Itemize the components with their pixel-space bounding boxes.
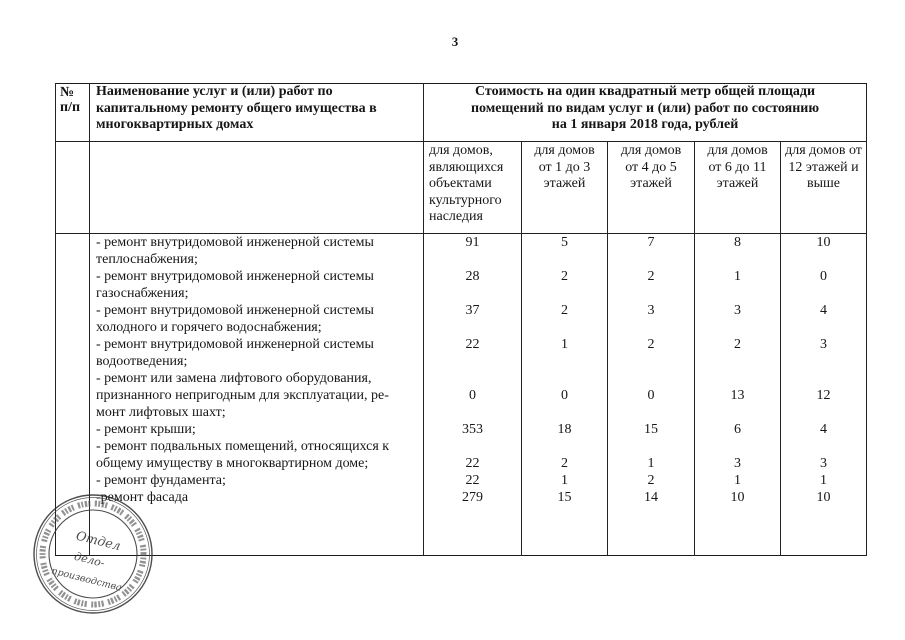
service-name: - ремонт фундамента; [90, 472, 424, 489]
cost-floors-4-5: 2 [608, 268, 695, 302]
row-number-cell [56, 438, 90, 472]
cost-floors-6-11: 2 [695, 336, 781, 370]
cost-floors-6-11: 13 [695, 370, 781, 421]
cost-floors-6-11: 3 [695, 302, 781, 336]
row-number-cell [56, 302, 90, 336]
service-name: -ремонт фасада [90, 489, 424, 506]
row-number-cell [56, 234, 90, 269]
service-name: - ремонт подвальных помещений, относящихся к общему имуществу в многоквартирном доме; [90, 438, 424, 472]
subheader-name-empty [90, 142, 424, 234]
row-number-cell [56, 421, 90, 438]
cost-floors-4-5: 2 [608, 472, 695, 489]
stamp-text-line: дело- [72, 549, 107, 570]
service-row [56, 421, 867, 438]
cost-heritage: 279 [424, 489, 522, 506]
service-row [56, 472, 867, 489]
service-row [56, 438, 867, 472]
service-name: - ремонт внутридомовой инженерной системы теплоснабжения; [90, 234, 424, 269]
row-number-cell [56, 336, 90, 370]
cost-floors-1-3: 2 [522, 438, 608, 472]
service-row [56, 234, 867, 269]
stamp-text-line: Отдел [74, 527, 123, 554]
table-header-row [56, 84, 867, 142]
cost-floors-6-11: 1 [695, 472, 781, 489]
cost-heritage: 22 [424, 438, 522, 472]
cost-floors-4-5: 7 [608, 234, 695, 269]
cost-heritage: 353 [424, 421, 522, 438]
official-stamp [31, 492, 155, 616]
subheader-floors-1-3: для домов от 1 до 3 этажей [522, 142, 608, 234]
cost-floors-6-11: 1 [695, 268, 781, 302]
cost-floors-4-5: 2 [608, 336, 695, 370]
header-service-name: Наименование услуг и (или) работ по капитальному ремонту общего имущества в многоквартирных домах [90, 84, 424, 142]
cost-floors-12-plus: 4 [781, 302, 867, 336]
cost-table [55, 83, 867, 556]
header-number: № п/п [56, 84, 90, 142]
cost-floors-12-plus: 3 [781, 336, 867, 370]
cost-floors-4-5: 1 [608, 438, 695, 472]
cost-heritage: 91 [424, 234, 522, 269]
cost-heritage: 37 [424, 302, 522, 336]
cost-floors-6-11: 8 [695, 234, 781, 269]
header-cost: Стоимость на один квадратный метр общей площади помещений по видам услуг и (или) работ по состоянию на 1 января 2018 года, рублей [424, 84, 867, 142]
service-row [56, 370, 867, 421]
cost-floors-4-5: 14 [608, 489, 695, 506]
cost-floors-4-5: 3 [608, 302, 695, 336]
row-number-cell [56, 268, 90, 302]
cost-floors-12-plus: 0 [781, 268, 867, 302]
service-row [56, 268, 867, 302]
cost-floors-12-plus: 3 [781, 438, 867, 472]
service-name: - ремонт крыши; [90, 421, 424, 438]
page-number: 3 [451, 34, 459, 49]
cost-floors-1-3: 18 [522, 421, 608, 438]
service-row [56, 336, 867, 370]
subheader-floors-6-11: для домов от 6 до 11 этажей [695, 142, 781, 234]
subheader-heritage: для домов, являющихся объектами культурного наследия [424, 142, 522, 234]
subheader-number-empty [56, 142, 90, 234]
service-name: - ремонт внутридомовой инженерной системы холодного и горячего водоснабжения; [90, 302, 424, 336]
subheader-floors-4-5: для домов от 4 до 5 этажей [608, 142, 695, 234]
cost-floors-6-11: 10 [695, 489, 781, 506]
cost-floors-4-5: 15 [608, 421, 695, 438]
service-name: - ремонт внутридомовой инженерной системы газоснабжения; [90, 268, 424, 302]
cost-floors-1-3: 2 [522, 302, 608, 336]
cost-heritage: 22 [424, 472, 522, 489]
row-number-cell [56, 472, 90, 489]
cost-floors-6-11: 3 [695, 438, 781, 472]
cost-heritage: 0 [424, 370, 522, 421]
table-empty-space [56, 506, 867, 556]
cost-floors-12-plus: 4 [781, 421, 867, 438]
service-row [56, 489, 867, 506]
cost-floors-1-3: 1 [522, 472, 608, 489]
service-name: - ремонт внутридомовой инженерной системы водоотведения; [90, 336, 424, 370]
service-row [56, 302, 867, 336]
subheader-floors-12-plus: для домов от 12 этажей и выше [781, 142, 867, 234]
table-subheader-row [56, 142, 867, 234]
cost-floors-12-plus: 10 [781, 234, 867, 269]
cost-floors-4-5: 0 [608, 370, 695, 421]
cost-floors-1-3: 15 [522, 489, 608, 506]
cost-floors-1-3: 0 [522, 370, 608, 421]
cost-heritage: 28 [424, 268, 522, 302]
row-number-cell [56, 370, 90, 421]
stamp-text-line: производства [50, 565, 123, 594]
cost-floors-12-plus: 12 [781, 370, 867, 421]
cost-floors-1-3: 2 [522, 268, 608, 302]
cost-floors-12-plus: 1 [781, 472, 867, 489]
cost-floors-12-plus: 10 [781, 489, 867, 506]
cost-floors-1-3: 5 [522, 234, 608, 269]
service-name: - ремонт или замена лифтового оборудования, признанного непригодным для эксплуатации, ре- монт лифтовых шахт; [90, 370, 424, 421]
cost-floors-1-3: 1 [522, 336, 608, 370]
cost-floors-6-11: 6 [695, 421, 781, 438]
cost-heritage: 22 [424, 336, 522, 370]
